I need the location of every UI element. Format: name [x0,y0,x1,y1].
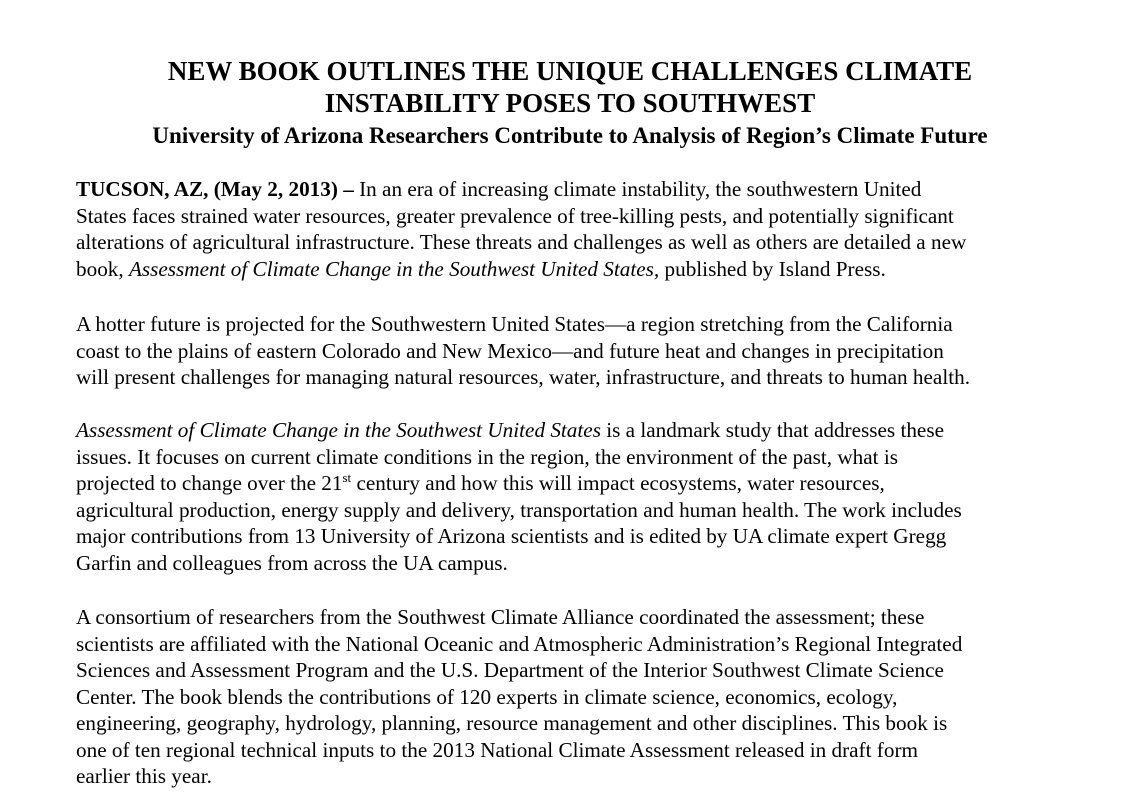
paragraph-line: Center. The book blends the contributions of 120 experts in climate science, economics, ecology, [76,684,898,709]
paragraph-line: Garfin and colleagues from across the UA campus. [76,550,508,575]
paragraph-text: projected to change over the 21 [76,471,343,495]
paragraph-consortium [76,604,1076,790]
paragraph-line: will present challenges for managing natural resources, water, infrastructure, and threats to human health. [76,365,970,389]
paragraph-line: States faces strained water resources, greater prevalence of tree-killing pests, and potentially significant [76,203,954,228]
paragraph-landmark-study [76,417,1076,576]
paragraph-line: major contributions from 13 University of Arizona scientists and is edited by UA climate expert Gregg [76,524,947,548]
paragraph-hotter-future [76,311,1076,391]
paragraph-line: issues. It focuses on current climate conditions in the region, the environment of the past, what is [76,444,898,469]
paragraph-text: is a landmark study that addresses these [600,418,944,442]
book-title: Assessment of Climate Change in the Southwest United States [76,418,601,442]
paragraph-line [76,176,1076,203]
headline-line-1: NEW BOOK OUTLINES THE UNIQUE CHALLENGES CLIMATE [167,56,973,86]
paragraph-text: In an era of increasing climate instability, the southwestern United [353,177,922,201]
paragraph-intro [76,176,1076,282]
paragraph-line: Sciences and Assessment Program and the U.S. Department of the Interior Southwest Climate Science [76,658,944,682]
paragraph-line: A consortium of researchers from the Southwest Climate Alliance coordinated the assessment; these [76,605,925,629]
paragraph-line: one of ten regional technical inputs to the 2013 National Climate Assessment released in draft form [76,737,918,762]
dateline: TUCSON, AZ, (May 2, 2013) – [76,177,354,201]
subheadline: University of Arizona Researchers Contribute to Analysis of Region’s Climate Future [152,123,988,148]
book-title: Assessment of Climate Change in the Southwest United States, [128,256,660,281]
paragraph-line: alterations of agricultural infrastructure. These threats and challenges as well as others are detailed a new [76,230,967,254]
paragraph-line: scientists are affiliated with the National Oceanic and Atmospheric Administration’s Regional Integrated [76,631,963,656]
paragraph-line [76,256,1076,283]
paragraph-line: coast to the plains of eastern Colorado and New Mexico—and future heat and changes in precipitation [76,338,944,363]
headline-line-2: INSTABILITY POSES TO SOUTHWEST [324,88,816,118]
paragraph-text: book, [76,256,129,281]
paragraph-line: earlier this year. [76,764,212,788]
paragraph-line: A hotter future is projected for the Southwestern United States—a region stretching from the California [76,312,953,336]
paragraph-line: agricultural production, energy supply and delivery, transportation and human health. The work includes [76,497,962,522]
paragraph-line [76,417,1076,444]
paragraph-line: engineering, geography, hydrology, planning, resource management and other disciplines. This book is [76,711,948,735]
ordinal-superscript: st [342,470,352,485]
paragraph-line [76,470,1076,497]
paragraph-text: century and how this will impact ecosystems, water resources, [351,471,885,495]
paragraph-text: published by Island Press. [659,256,886,281]
